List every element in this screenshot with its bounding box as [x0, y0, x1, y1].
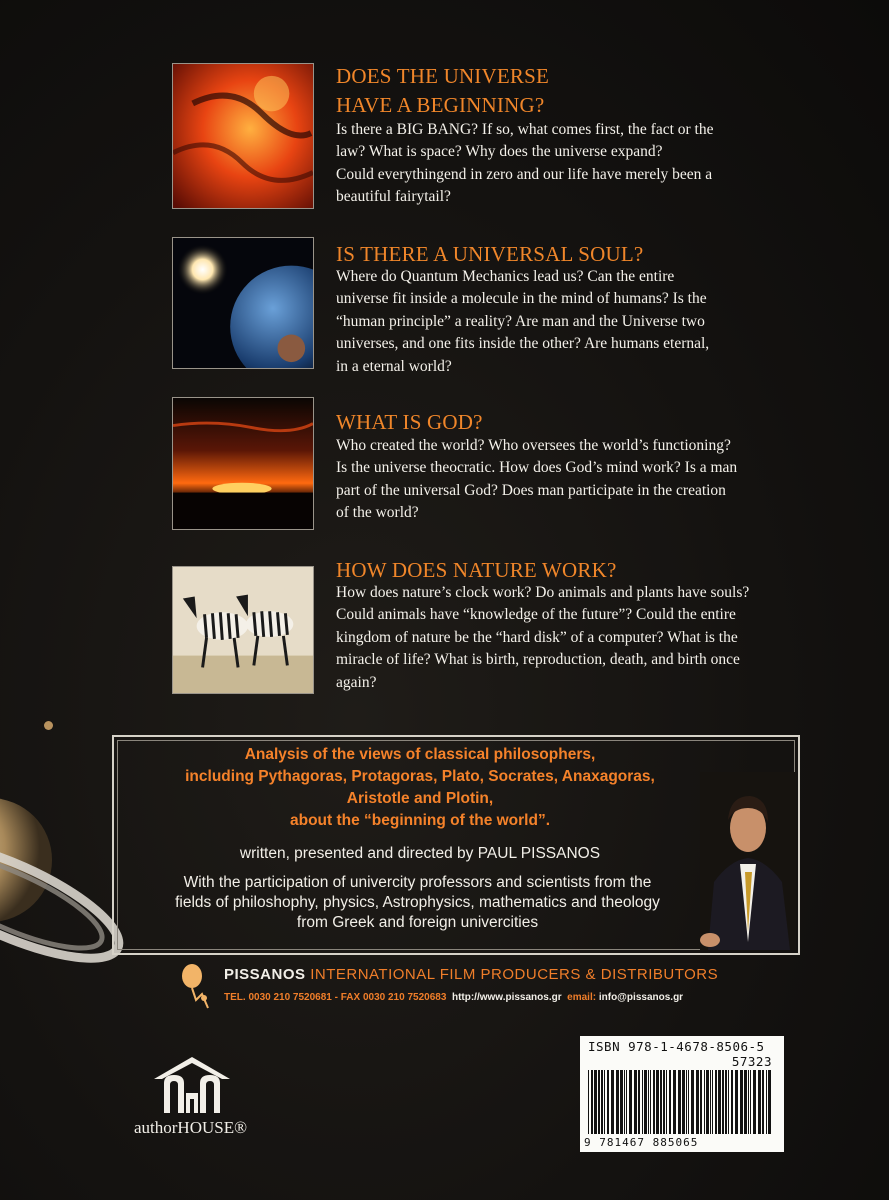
barcode-bar	[682, 1070, 685, 1134]
section-text: Who created the world? Who oversees the world’s functioning? Is the universe theocratic. How does God’s mind work? Is a man part of the universal God? Does man participate in the creation of the world?	[336, 437, 738, 522]
analysis-text: Analysis of the views of classical philosophers, including Pythagoras, Protagoras, Plato, Socrates, Anaxagoras, Aristotle and Plotin, about the “beginning of the world”.	[185, 746, 655, 829]
barcode-bar	[735, 1070, 738, 1134]
barcode-bar	[691, 1070, 694, 1134]
barcode-bar	[638, 1070, 640, 1134]
barcode-bar	[758, 1070, 761, 1134]
barcode-bar	[611, 1070, 614, 1134]
barcode-bar	[740, 1070, 743, 1134]
barcode-bar	[601, 1070, 603, 1134]
section-heading: WHAT IS GOD?	[336, 410, 483, 434]
barcode-bar	[598, 1070, 600, 1134]
isbn-label: ISBN 978-1-4678-8506-5	[588, 1039, 765, 1054]
barcode-bar	[644, 1070, 647, 1134]
planet-space-image	[172, 237, 314, 369]
barcode-bar	[660, 1070, 662, 1134]
barcode-bar	[678, 1070, 681, 1134]
barcode-bar	[748, 1070, 749, 1134]
section-heading: HOW DOES NATURE WORK?	[336, 558, 617, 582]
barcode-bar	[591, 1070, 593, 1134]
barcode-bar	[666, 1070, 667, 1134]
barcode-bar	[750, 1070, 751, 1134]
barcode-bar	[762, 1070, 764, 1134]
contact-line: TEL. 0030 210 7520681 - FAX 0030 210 7520683 http://www.pissanos.gr email: info@pissanos.gr	[224, 992, 684, 1003]
barcode-bar	[700, 1070, 702, 1134]
authorhouse-wordmark: authorHOUSE®	[134, 1118, 248, 1137]
barcode-bar	[725, 1070, 727, 1134]
barcode-bar	[624, 1070, 625, 1134]
balloon-logo-icon	[180, 964, 216, 1012]
nebula-image	[172, 63, 314, 209]
barcode-bar	[696, 1070, 699, 1134]
participation-text: With the participation of univercity professors and scientists from the fields of philoshophy, physics, Astrophysics, mathematics and theology from Greek and foreign univercities	[175, 874, 660, 931]
barcode-bar	[753, 1070, 756, 1134]
section-text: How does nature’s clock work? Do animals and plants have souls? Could animals have “knowledge of the future”? Could the entire kingdom of nature be the “hard disk” of a computer? What is the miracle of life? What is birth, reproduction, death, and birth once again?	[336, 584, 750, 691]
barcode-bar	[594, 1070, 597, 1134]
authorhouse-logo-icon	[150, 1053, 234, 1117]
barcode-bar	[634, 1070, 637, 1134]
barcode-bar	[663, 1070, 665, 1134]
barcode-bar	[744, 1070, 747, 1134]
barcode-bar	[768, 1070, 771, 1134]
barcode-bar	[656, 1070, 659, 1134]
section-heading: DOES THE UNIVERSE HAVE A BEGINNING?	[336, 64, 550, 117]
sunset-image	[172, 397, 314, 530]
barcode-bar	[626, 1070, 627, 1134]
barcode-bar	[706, 1070, 709, 1134]
author-portrait-image	[700, 772, 796, 950]
barcode-bar	[710, 1070, 711, 1134]
barcode-bar	[715, 1070, 717, 1134]
isbn-barcode	[580, 1036, 784, 1152]
producer-line: PISSANOS INTERNATIONAL FILM PRODUCERS & DISTRIBUTORS	[224, 966, 719, 983]
barcode-bar	[704, 1070, 705, 1134]
small-moon-image	[44, 721, 53, 730]
barcode-bar	[653, 1070, 655, 1134]
barcode-bar	[718, 1070, 721, 1134]
barcode-bar	[712, 1070, 713, 1134]
barcode-bar	[688, 1070, 689, 1134]
zebras-image	[172, 566, 314, 694]
isbn-digits: 9 781467 885065	[584, 1136, 699, 1149]
barcode-bar	[686, 1070, 687, 1134]
barcode-bar	[722, 1070, 724, 1134]
barcode-bar	[766, 1070, 767, 1134]
barcode-bar	[731, 1070, 733, 1134]
barcode-bars	[586, 1070, 778, 1134]
barcode-bar	[642, 1070, 643, 1134]
section-text: Is there a BIG BANG? If so, what comes first, the fact or the law? What is space? Why does the universe expand? Could everythingend in zero and our life have merely been a beautiful fairytail?	[336, 121, 714, 206]
barcode-bar	[620, 1070, 623, 1134]
barcode-bar	[728, 1070, 729, 1134]
barcode-bar	[648, 1070, 649, 1134]
barcode-bar	[607, 1070, 609, 1134]
barcode-bar	[669, 1070, 671, 1134]
barcode-bar	[616, 1070, 619, 1134]
barcode-bar	[650, 1070, 651, 1134]
barcode-bar	[604, 1070, 605, 1134]
barcode-bar	[588, 1070, 589, 1134]
section-heading: IS THERE A UNIVERSAL SOUL?	[336, 242, 644, 266]
price-code: 57323	[731, 1054, 772, 1069]
barcode-bar	[629, 1070, 632, 1134]
section-text: Where do Quantum Mechanics lead us? Can the entire universe fit inside a molecule in the mind of humans? Is the “human principle” a reality? Are man and the Universe two universes, and one fits inside the other? Are humans eternal, in a eternal world?	[336, 268, 710, 375]
barcode-bar	[673, 1070, 676, 1134]
credit-line: written, presented and directed by PAUL PISSANOS	[239, 845, 601, 862]
